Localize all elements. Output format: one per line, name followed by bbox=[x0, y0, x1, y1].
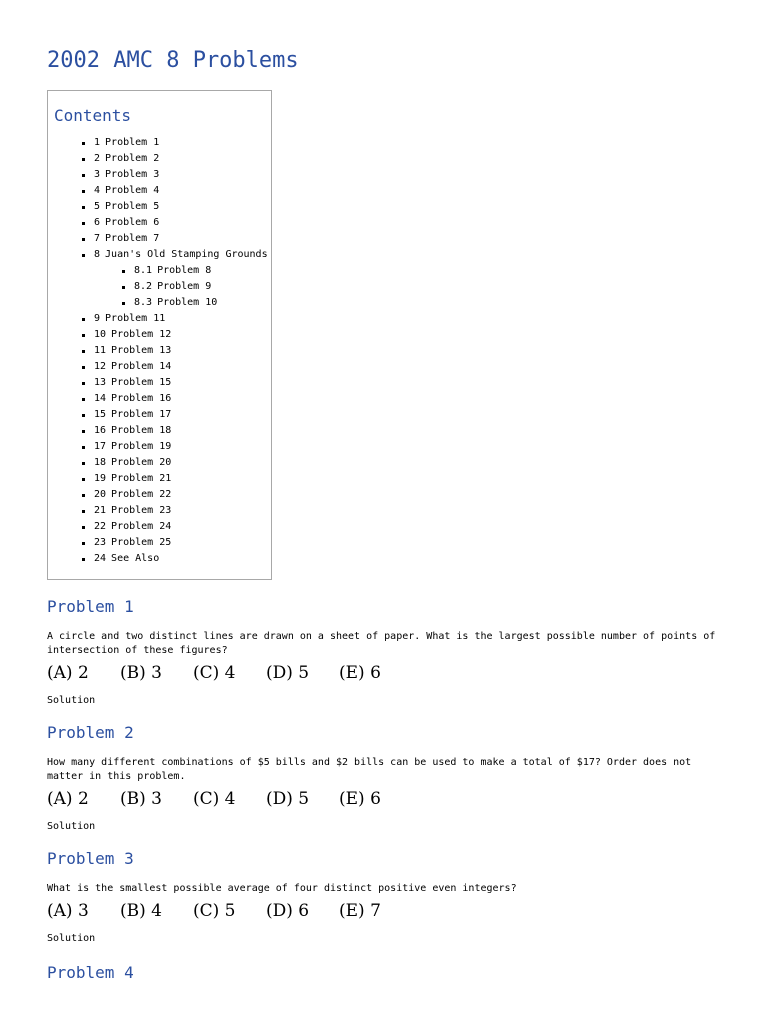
toc-item-label[interactable]: Problem 19 bbox=[111, 441, 172, 452]
toc-item-number: 7 bbox=[94, 233, 101, 244]
problem-text: How many different combinations of $5 bills and $2 bills can be used to make a total of $17? Order does not matter in this problem. bbox=[47, 757, 692, 782]
toc-item-number: 16 bbox=[94, 425, 107, 436]
toc-item[interactable] bbox=[54, 151, 271, 167]
toc-item[interactable] bbox=[54, 375, 271, 391]
toc-item[interactable] bbox=[54, 327, 271, 343]
toc-item-label[interactable]: Problem 20 bbox=[111, 457, 172, 468]
toc-item-number: 18 bbox=[94, 457, 107, 468]
toc-item[interactable] bbox=[54, 487, 271, 503]
answer-choices bbox=[47, 662, 727, 684]
solution-link[interactable]: Solution bbox=[47, 821, 96, 832]
toc-item-number: 14 bbox=[94, 393, 107, 404]
toc-item-label[interactable]: Problem 21 bbox=[111, 473, 172, 484]
problem-text: A circle and two distinct lines are drawn on a sheet of paper. What is the largest possible number of points of intersection of these figures? bbox=[47, 631, 716, 656]
toc-item-number: 13 bbox=[94, 377, 107, 388]
problems-section bbox=[47, 596, 727, 984]
toc-item-label[interactable]: Problem 15 bbox=[111, 377, 172, 388]
answer-choice: (B) 3 bbox=[120, 789, 162, 809]
toc-item[interactable] bbox=[54, 519, 271, 535]
toc-item-label[interactable]: Problem 25 bbox=[111, 537, 172, 548]
answer-choice: (C) 4 bbox=[193, 663, 236, 683]
toc-item-label[interactable]: Problem 4 bbox=[105, 185, 160, 196]
problem-heading: Problem 1 bbox=[47, 597, 134, 616]
toc-item[interactable] bbox=[54, 215, 271, 231]
toc-item-label[interactable]: Problem 11 bbox=[105, 313, 166, 324]
toc-item[interactable] bbox=[54, 423, 271, 439]
toc-item-label[interactable]: See Also bbox=[111, 553, 160, 564]
toc-item-label[interactable]: Problem 17 bbox=[111, 409, 172, 420]
toc-item[interactable] bbox=[54, 231, 271, 247]
toc-item-label[interactable]: Problem 10 bbox=[157, 297, 218, 308]
answer-choice: (B) 4 bbox=[120, 901, 162, 921]
toc-item-number: 8.2 bbox=[134, 281, 153, 292]
toc-item[interactable] bbox=[54, 551, 271, 567]
toc-item[interactable] bbox=[54, 247, 271, 263]
toc-item[interactable] bbox=[54, 199, 271, 215]
toc-item-label[interactable]: Problem 24 bbox=[111, 521, 172, 532]
problem-section bbox=[47, 962, 727, 984]
toc-item[interactable] bbox=[54, 407, 271, 423]
problem-heading: Problem 2 bbox=[47, 723, 134, 742]
toc-item-number: 2 bbox=[94, 153, 101, 164]
table-of-contents bbox=[47, 90, 272, 580]
toc-item[interactable] bbox=[54, 263, 271, 279]
toc-item-label[interactable]: Problem 2 bbox=[105, 153, 160, 164]
toc-item[interactable] bbox=[54, 295, 271, 311]
toc-title: Contents bbox=[54, 106, 132, 125]
answer-choice: (D) 6 bbox=[266, 901, 310, 921]
problem-heading: Problem 4 bbox=[47, 963, 134, 982]
problem-section bbox=[47, 596, 727, 708]
toc-item[interactable] bbox=[54, 535, 271, 551]
answer-choices bbox=[47, 788, 727, 810]
answer-choice: (A) 2 bbox=[47, 789, 89, 809]
answer-choice: (E) 7 bbox=[339, 901, 381, 921]
answer-choice: (D) 5 bbox=[266, 789, 310, 809]
answer-choice: (A) 3 bbox=[47, 901, 89, 921]
toc-item[interactable] bbox=[54, 455, 271, 471]
problem-section bbox=[47, 848, 727, 946]
toc-item-label[interactable]: Problem 16 bbox=[111, 393, 172, 404]
answer-choice: (D) 5 bbox=[266, 663, 310, 683]
toc-item[interactable] bbox=[54, 503, 271, 519]
toc-item-label[interactable]: Problem 1 bbox=[105, 137, 160, 148]
toc-item-number: 8.3 bbox=[134, 297, 153, 308]
toc-item-label[interactable]: Problem 5 bbox=[105, 201, 160, 212]
answer-choices bbox=[47, 900, 727, 922]
toc-item-number: 12 bbox=[94, 361, 107, 372]
toc-item[interactable] bbox=[54, 183, 271, 199]
toc-item-number: 23 bbox=[94, 537, 107, 548]
toc-item-number: 21 bbox=[94, 505, 107, 516]
page-content bbox=[47, 46, 727, 984]
toc-item[interactable] bbox=[54, 279, 271, 295]
toc-item-number: 3 bbox=[94, 169, 101, 180]
toc-item-number: 19 bbox=[94, 473, 107, 484]
toc-item-label[interactable]: Problem 7 bbox=[105, 233, 160, 244]
toc-item-number: 8 bbox=[94, 249, 101, 260]
toc-item-label[interactable]: Juan's Old Stamping Grounds bbox=[105, 249, 268, 260]
toc-item-number: 4 bbox=[94, 185, 101, 196]
toc-item-number: 9 bbox=[94, 313, 101, 324]
toc-item-number: 20 bbox=[94, 489, 107, 500]
toc-item-number: 10 bbox=[94, 329, 107, 340]
toc-item-label[interactable]: Problem 6 bbox=[105, 217, 160, 228]
toc-item[interactable] bbox=[54, 343, 271, 359]
toc-item[interactable] bbox=[54, 439, 271, 455]
answer-choice: (B) 3 bbox=[120, 663, 162, 683]
toc-item-number: 17 bbox=[94, 441, 107, 452]
answer-choice: (E) 6 bbox=[339, 789, 381, 809]
answer-choice: (A) 2 bbox=[47, 663, 89, 683]
toc-item-number: 24 bbox=[94, 553, 107, 564]
toc-item[interactable] bbox=[54, 311, 271, 327]
toc-item[interactable] bbox=[54, 359, 271, 375]
toc-item-number: 22 bbox=[94, 521, 107, 532]
answer-choice: (E) 6 bbox=[339, 663, 381, 683]
problem-section bbox=[47, 722, 727, 834]
toc-item-label[interactable]: Problem 12 bbox=[111, 329, 172, 340]
toc-item-label[interactable]: Problem 22 bbox=[111, 489, 172, 500]
toc-item-label[interactable]: Problem 8 bbox=[157, 265, 212, 276]
toc-item-label[interactable]: Problem 14 bbox=[111, 361, 172, 372]
toc-item[interactable] bbox=[54, 167, 271, 183]
toc-item-number: 11 bbox=[94, 345, 107, 356]
problem-text: What is the smallest possible average of four distinct positive even integers? bbox=[47, 883, 517, 894]
toc-item[interactable] bbox=[54, 391, 271, 407]
toc-item-label[interactable]: Problem 23 bbox=[111, 505, 172, 516]
toc-item-label[interactable]: Problem 3 bbox=[105, 169, 160, 180]
problem-heading: Problem 3 bbox=[47, 849, 134, 868]
toc-item-number: 15 bbox=[94, 409, 107, 420]
answer-choice: (C) 5 bbox=[193, 901, 236, 921]
toc-list bbox=[54, 135, 271, 567]
solution-link[interactable]: Solution bbox=[47, 695, 96, 706]
solution-link[interactable]: Solution bbox=[47, 933, 96, 944]
toc-item-number: 5 bbox=[94, 201, 101, 212]
toc-item-number: 6 bbox=[94, 217, 101, 228]
page-title: 2002 AMC 8 Problems bbox=[47, 48, 299, 73]
toc-item-label[interactable]: Problem 18 bbox=[111, 425, 172, 436]
toc-item-number: 1 bbox=[94, 137, 101, 148]
toc-item-label[interactable]: Problem 9 bbox=[157, 281, 212, 292]
answer-choice: (C) 4 bbox=[193, 789, 236, 809]
toc-item-label[interactable]: Problem 13 bbox=[111, 345, 172, 356]
toc-item-number: 8.1 bbox=[134, 265, 153, 276]
toc-item[interactable] bbox=[54, 471, 271, 487]
toc-item[interactable] bbox=[54, 135, 271, 151]
